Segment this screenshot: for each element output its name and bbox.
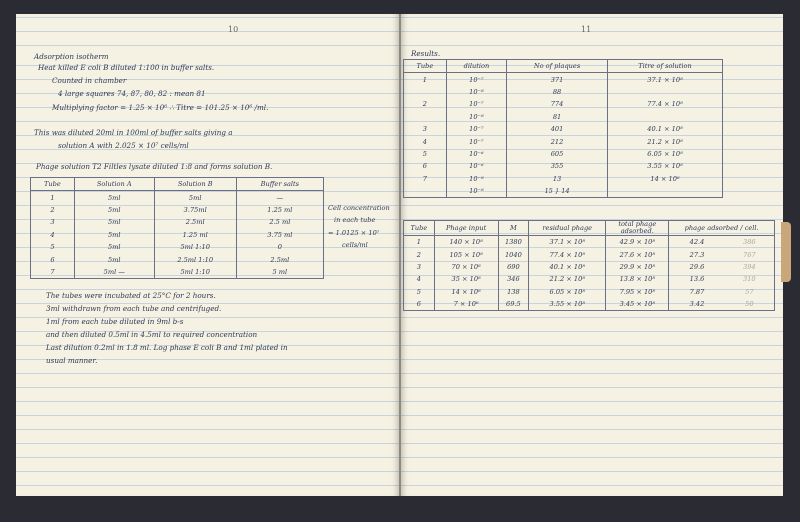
cell: 40.1 × 10⁸ xyxy=(529,261,606,273)
cell: 88 xyxy=(507,86,608,98)
cell xyxy=(404,185,447,198)
side-note-line-4: cells/ml xyxy=(342,241,368,249)
cell: 1.25 ml xyxy=(154,229,236,241)
cell: 7.87 xyxy=(689,287,705,296)
table-row xyxy=(404,86,723,98)
cell: 690 xyxy=(498,261,529,273)
heading-line-5: Multiplying factor = 1.25 × 10⁶ ∴ Titre = 101.25 × 10⁶ /ml. xyxy=(52,103,269,112)
cell: 77.4 × 10⁸ xyxy=(647,100,683,109)
cell: 1040 xyxy=(498,248,529,260)
cell: 138 xyxy=(498,286,529,298)
cell: 10⁻⁸ xyxy=(446,86,506,98)
cell: 2.5ml xyxy=(270,255,290,264)
cell: 3.75 ml xyxy=(267,230,293,239)
cell: 21.2 × 10⁸ xyxy=(647,137,683,146)
col-header-tube: Tube xyxy=(404,60,447,73)
pencil-note: 386 xyxy=(743,238,756,247)
cell: 42.4 xyxy=(689,238,705,247)
cell: 10⁻⁸ xyxy=(446,111,506,123)
cell: 5ml xyxy=(74,191,154,204)
cell: 5 xyxy=(404,286,435,298)
pencil-note: 767 xyxy=(743,250,756,259)
footer-line-6: usual manner. xyxy=(46,356,98,365)
cell: 5 xyxy=(404,148,447,160)
table-row xyxy=(31,241,324,253)
cell: 3.45 × 10⁸ xyxy=(606,298,669,311)
cell: 7 xyxy=(404,173,447,185)
table-row xyxy=(31,204,324,216)
cell: 401 xyxy=(507,123,608,135)
cell: 14 × 10⁸ xyxy=(650,174,680,183)
notebook-tab xyxy=(781,222,791,282)
cell: 2 xyxy=(404,98,447,110)
table-row xyxy=(404,73,723,86)
cell: 10⁻⁶ xyxy=(446,148,506,160)
cell: 3.55 × 10⁸ xyxy=(529,298,606,311)
cell: 5ml xyxy=(74,216,154,228)
table-row xyxy=(31,266,324,279)
cell: 1 xyxy=(404,236,435,249)
table-row xyxy=(31,191,324,204)
heading-line-6: This was diluted 20ml in 100ml of buffer salts giving a xyxy=(34,128,233,137)
cell xyxy=(404,111,447,123)
col-header-plaques: No of plaques xyxy=(507,60,608,73)
cell: 37.1 × 10⁸ xyxy=(647,75,683,84)
cell: 6 xyxy=(31,253,75,265)
cell: 5ml xyxy=(74,229,154,241)
table-row xyxy=(404,298,775,311)
cell: 4 xyxy=(404,273,435,285)
col-header-dilution: dilution xyxy=(446,60,506,73)
cell: 3.42 xyxy=(689,300,705,309)
cell: 5ml xyxy=(154,191,236,204)
cell: 81 xyxy=(507,111,608,123)
cell: 10⁻⁶ xyxy=(446,160,506,172)
adsorption-table xyxy=(403,220,775,311)
cell xyxy=(608,86,723,98)
cell: 10⁻⁷ xyxy=(446,73,506,86)
pencil-note: 310 xyxy=(743,275,756,284)
cell: 371 xyxy=(507,73,608,86)
col-header-buffer-salts: Buffer salts xyxy=(236,178,323,191)
heading-line-8: Phage solution T2 Filtles lysate diluted 1:8 and forms solution B. xyxy=(36,162,273,171)
cell xyxy=(404,86,447,98)
cell: 3.75ml xyxy=(154,204,236,216)
cell: 5ml 1:10 xyxy=(154,266,236,279)
cell: 10⁻⁷ xyxy=(446,123,506,135)
results-table xyxy=(403,59,723,198)
col-header-tube: Tube xyxy=(31,178,75,191)
right-notebook-page xyxy=(401,14,783,496)
cell: 2.5ml xyxy=(154,216,236,228)
side-note-line-1: Cell concentration xyxy=(328,204,390,212)
cell: — xyxy=(276,193,284,202)
cell: 40.1 × 10⁸ xyxy=(647,125,683,134)
right-page-number: 11 xyxy=(581,25,592,34)
col-header-residual-phage: residual phage xyxy=(529,221,606,236)
left-notebook-page xyxy=(16,14,399,496)
cell: 3.55 × 10⁸ xyxy=(647,162,683,171)
table-row xyxy=(404,135,723,147)
cell: 6.05 × 10⁸ xyxy=(529,286,606,298)
cell: 70 × 10⁸ xyxy=(434,261,498,273)
cell: 77.4 × 10⁸ xyxy=(529,248,606,260)
cell: 37.1 × 10⁸ xyxy=(529,236,606,249)
heading-line-4: 4 large squares 74, 87, 80, 82 : mean 81 xyxy=(58,89,206,98)
cell: 2 xyxy=(31,204,75,216)
cell: 140 × 10⁸ xyxy=(434,236,498,249)
cell: 15 } 14 xyxy=(507,185,608,198)
cell: 774 xyxy=(507,98,608,110)
table-row xyxy=(404,286,775,298)
col-header-adsorbed-per-cell: phage adsorbed / cell. xyxy=(669,221,775,236)
cell xyxy=(608,185,723,198)
table-row xyxy=(404,185,723,198)
pencil-note: 57 xyxy=(745,287,754,296)
col-header-total-adsorbed: total phage adsorbed. xyxy=(606,221,669,236)
table-row xyxy=(404,148,723,160)
side-note-line-3: = 1.0125 × 10⁷ xyxy=(328,229,380,237)
cell: 10⁻⁸ xyxy=(446,185,506,198)
pencil-note: 50 xyxy=(745,300,754,309)
col-header-tube: Tube xyxy=(404,221,435,236)
cell: 3 xyxy=(404,123,447,135)
cell: 27.6 × 10⁸ xyxy=(606,248,669,260)
table-row xyxy=(404,111,723,123)
cell: 3 xyxy=(404,261,435,273)
table-row xyxy=(31,229,324,241)
cell: 7 × 10⁸ xyxy=(434,298,498,311)
cell: 2 xyxy=(404,248,435,260)
cell: 10⁻⁷ xyxy=(446,135,506,147)
footer-line-3: 1ml from each tube diluted in 9ml b-s xyxy=(46,317,184,326)
table-row xyxy=(31,216,324,228)
table-row xyxy=(404,273,775,285)
cell: 4 xyxy=(404,135,447,147)
col-header-m: M xyxy=(498,221,529,236)
heading-line-2: Heat killed E coli B diluted 1:100 in buffer salts. xyxy=(38,63,215,72)
footer-line-4: and then diluted 0.5ml in 4.5ml to required concentration xyxy=(46,330,258,339)
cell: 6.05 × 10⁸ xyxy=(647,149,683,158)
table-row xyxy=(404,123,723,135)
cell: 69.5 xyxy=(498,298,529,311)
cell: 355 xyxy=(507,160,608,172)
cell: 5 ml xyxy=(272,267,288,276)
left-page-number: 10 xyxy=(228,25,239,34)
cell: 5ml xyxy=(74,241,154,253)
footer-line-5: Last dilution 0.2ml in 1.8 ml. Log phase E coli B and 1ml plated in xyxy=(46,343,288,352)
cell: 5ml 1:10 xyxy=(154,241,236,253)
cell: 10⁻⁷ xyxy=(446,98,506,110)
table-row xyxy=(404,261,775,273)
cell: 2.5ml 1:10 xyxy=(154,253,236,265)
cell: 1380 xyxy=(498,236,529,249)
col-header-titre: Titre of solution xyxy=(608,60,723,73)
cell xyxy=(608,111,723,123)
cell: 13.6 xyxy=(689,275,705,284)
cell: 7 xyxy=(31,266,75,279)
col-header-solution-b: Solution B xyxy=(154,178,236,191)
pencil-note: 394 xyxy=(743,262,756,271)
col-header-solution-a: Solution A xyxy=(74,178,154,191)
cell: 35 × 10⁸ xyxy=(434,273,498,285)
cell: 346 xyxy=(498,273,529,285)
table-row xyxy=(404,248,775,260)
cell: 42.9 × 10⁸ xyxy=(606,236,669,249)
cell: 6 xyxy=(404,298,435,311)
table-row xyxy=(404,173,723,185)
heading-line-1: Adsorption isotherm xyxy=(34,52,109,61)
cell: 0 xyxy=(277,243,282,252)
cell: 3 xyxy=(31,216,75,228)
cell: 5 xyxy=(31,241,75,253)
cell: 105 × 10⁸ xyxy=(434,248,498,260)
cell: 4 xyxy=(31,229,75,241)
cell: 6 xyxy=(404,160,447,172)
side-note-line-2: in each tube xyxy=(334,216,376,224)
table-row xyxy=(404,236,775,249)
footer-line-1: The tubes were incubated at 25°C for 2 hours. xyxy=(46,291,216,300)
table-row xyxy=(404,160,723,172)
col-header-phage-input: Phage input xyxy=(434,221,498,236)
cell: 1 xyxy=(31,191,75,204)
cell: 13 xyxy=(507,173,608,185)
cell: 21.2 × 10⁸ xyxy=(529,273,606,285)
cell: 7.95 × 10⁸ xyxy=(606,286,669,298)
cell: 212 xyxy=(507,135,608,147)
cell: 5ml xyxy=(74,253,154,265)
heading-line-7: solution A with 2.025 × 10⁷ cells/ml xyxy=(58,141,189,150)
cell: 29.6 xyxy=(689,262,705,271)
results-label: Results. xyxy=(411,49,441,58)
heading-line-3: Counted in chamber xyxy=(52,76,127,85)
cell: 13.8 × 10⁸ xyxy=(606,273,669,285)
cell: 2.5 ml xyxy=(269,218,291,227)
cell: 5ml xyxy=(74,204,154,216)
cell: 1.25 ml xyxy=(267,205,293,214)
footer-line-2: 3ml withdrawn from each tube and centrifuged. xyxy=(46,304,222,313)
cell: 10⁻⁸ xyxy=(446,173,506,185)
cell: 14 × 10⁸ xyxy=(434,286,498,298)
tube-preparation-table xyxy=(30,177,324,279)
cell: 29.9 × 10⁸ xyxy=(606,261,669,273)
cell: 5ml — xyxy=(74,266,154,279)
table-row xyxy=(31,253,324,265)
cell: 1 xyxy=(404,73,447,86)
cell: 27.3 xyxy=(689,250,705,259)
table-row xyxy=(404,98,723,110)
cell: 605 xyxy=(507,148,608,160)
